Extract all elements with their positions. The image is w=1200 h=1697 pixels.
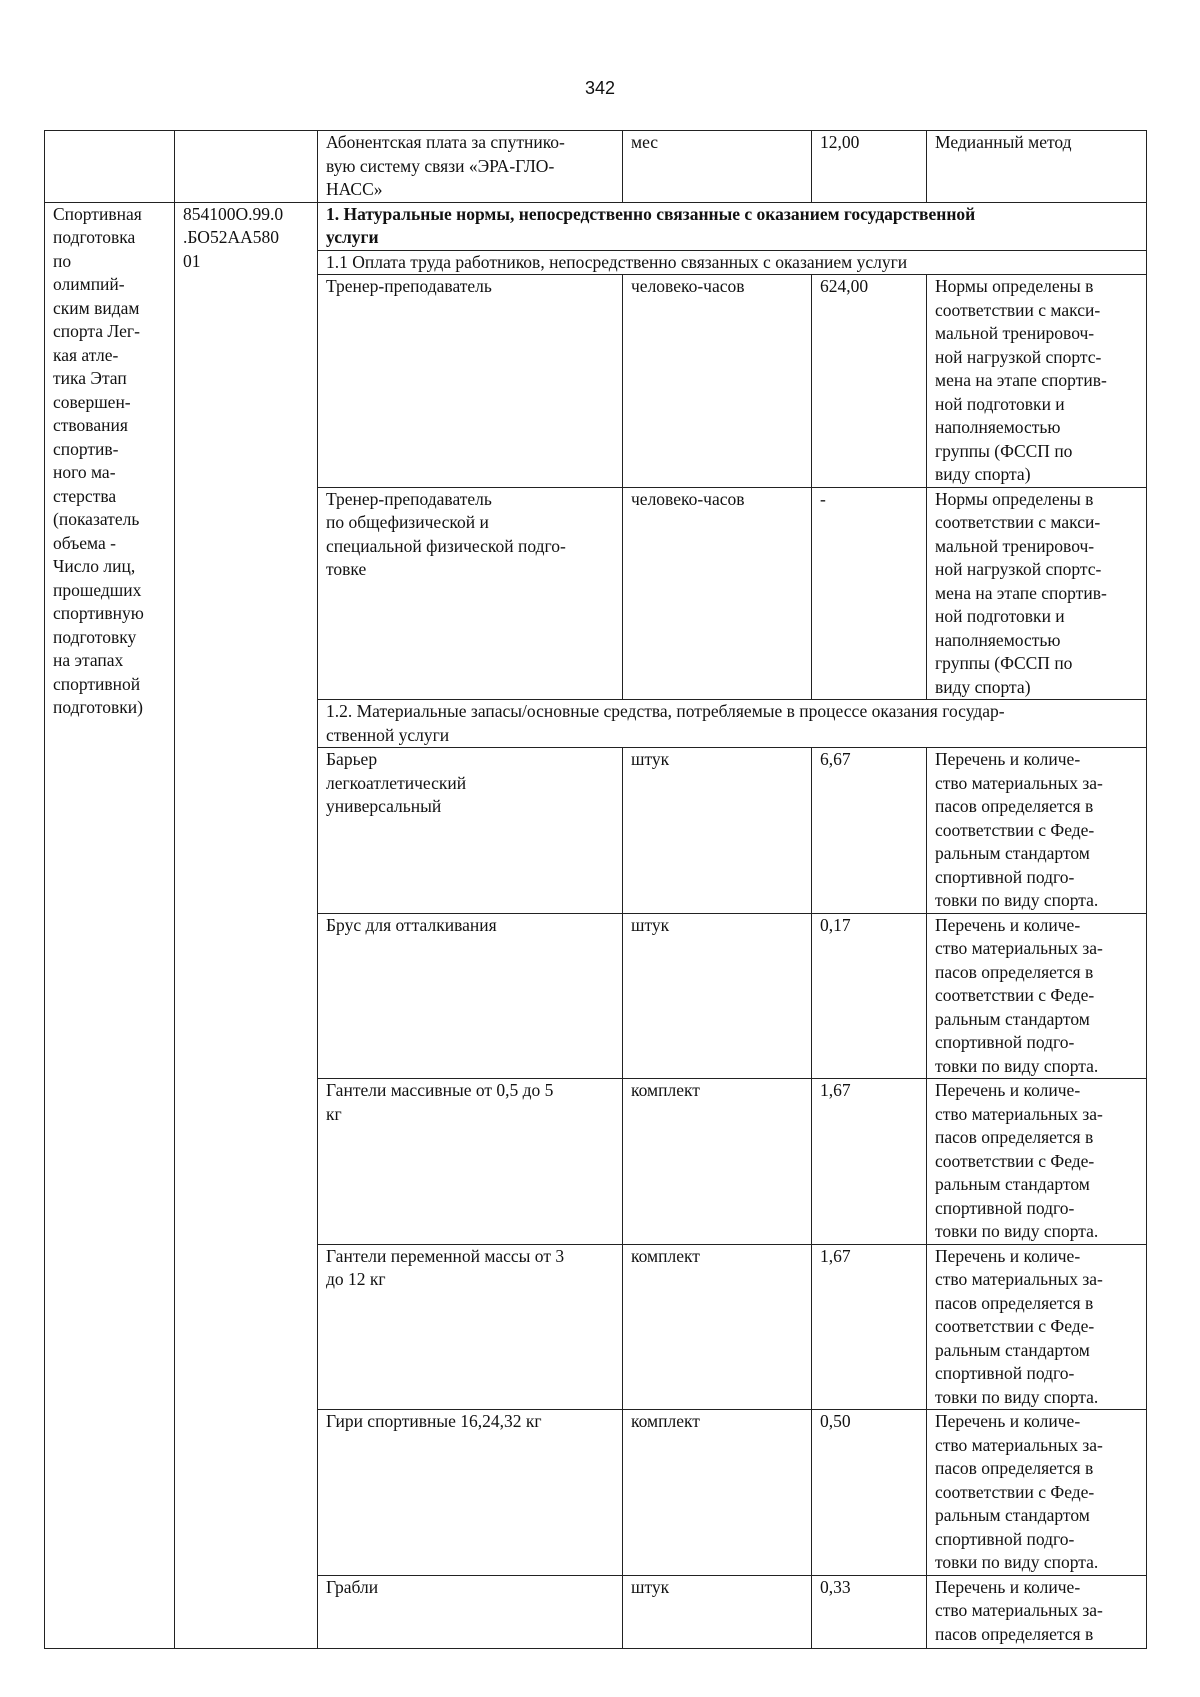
item-unit: штук — [623, 748, 812, 914]
item-unit: человеко-часов — [623, 275, 812, 488]
item-value: 0,50 — [812, 1410, 927, 1576]
item-note: Перечень и количе- ство материальных за- пасов определяется в соответствии с Феде- ральным стандартом спортивной подго- товки по виду спорта. — [927, 1079, 1147, 1245]
item-value: 1,67 — [812, 1244, 927, 1410]
item-note: Перечень и количе- ство материальных за- пасов определяется в — [927, 1575, 1147, 1648]
item-name: Тренер-преподаватель по общефизической и специальной физической подго- товке — [318, 487, 623, 700]
item-note: Нормы определены в соответствии с макси- мальной тренировоч- ной нагрузкой спортс- мена на этапе спортив- ной подготовки и наполняемостью группы (ФССП по виду спорта) — [927, 487, 1147, 700]
item-name: Гантели массивные от 0,5 до 5 кг — [318, 1079, 623, 1245]
section-1-heading: 1. Натуральные нормы, непосредственно связанные с оказанием государственной услуги — [318, 202, 1147, 250]
item-name: Гири спортивные 16,24,32 кг — [318, 1410, 623, 1576]
empty-cell — [175, 131, 318, 203]
item-name: Грабли — [318, 1575, 623, 1648]
item-name: Тренер-преподаватель — [318, 275, 623, 488]
item-value: 6,67 — [812, 748, 927, 914]
item-note: Перечень и количе- ство материальных за- пасов определяется в соответствии с Феде- ральным стандартом спортивной подго- товки по виду спорта. — [927, 1410, 1147, 1576]
item-unit: комплект — [623, 1079, 812, 1245]
item-unit: штук — [623, 1575, 812, 1648]
item-unit: комплект — [623, 1244, 812, 1410]
item-value: 624,00 — [812, 275, 927, 488]
item-unit: человеко-часов — [623, 487, 812, 700]
item-value: 0,17 — [812, 913, 927, 1079]
item-note: Перечень и количе- ство материальных за- пасов определяется в соответствии с Феде- ральным стандартом спортивной подго- товки по виду спорта. — [927, 913, 1147, 1079]
empty-cell — [45, 131, 175, 203]
item-name: Абонентская плата за спутнико- вую систему связи «ЭРА-ГЛО- НАСС» — [318, 131, 623, 203]
item-note: Нормы определены в соответствии с макси- мальной тренировоч- ной нагрузкой спортс- мена на этапе спортив- ной подготовки и наполняемостью группы (ФССП по виду спорта) — [927, 275, 1147, 488]
item-value: 12,00 — [812, 131, 927, 203]
section-1-1-heading: 1.1 Оплата труда работников, непосредственно связанных с оказанием услуги — [318, 250, 1147, 275]
item-value: 0,33 — [812, 1575, 927, 1648]
page-number: 342 — [584, 78, 616, 98]
item-unit: комплект — [623, 1410, 812, 1576]
item-value: 1,67 — [812, 1079, 927, 1245]
item-note: Перечень и количе- ство материальных за- пасов определяется в соответствии с Феде- ральным стандартом спортивной подго- товки по виду спорта. — [927, 1244, 1147, 1410]
norms-table — [44, 130, 1147, 1649]
item-note: Перечень и количе- ство материальных за- пасов определяется в соответствии с Феде- ральным стандартом спортивной подго- товки по виду спорта. — [927, 748, 1147, 914]
item-note: Медианный метод — [927, 131, 1147, 203]
section-1-2-heading: 1.2. Материальные запасы/основные средства, потребляемые в процессе оказания государ- ственной услуги — [318, 700, 1147, 748]
item-unit: штук — [623, 913, 812, 1079]
item-unit: мес — [623, 131, 812, 203]
item-name: Гантели переменной массы от 3 до 12 кг — [318, 1244, 623, 1410]
section-heading-row — [45, 202, 1147, 250]
service-name-cell: Спортивная подготовка по олимпий- ским видам спорта Лег- кая атле- тика Этап совершен- ствования спортив- ного ма- стерства (показатель объема - Число лиц, прошедших спортивную подготовку на этапах спортивной подготовки) — [45, 202, 175, 1648]
item-name: Барьер легкоатлетический универсальный — [318, 748, 623, 914]
item-name: Брус для отталкивания — [318, 913, 623, 1079]
table-row — [45, 131, 1147, 203]
registry-code-cell: 854100О.99.0 .БО52АА580 01 — [175, 202, 318, 1648]
item-value: - — [812, 487, 927, 700]
